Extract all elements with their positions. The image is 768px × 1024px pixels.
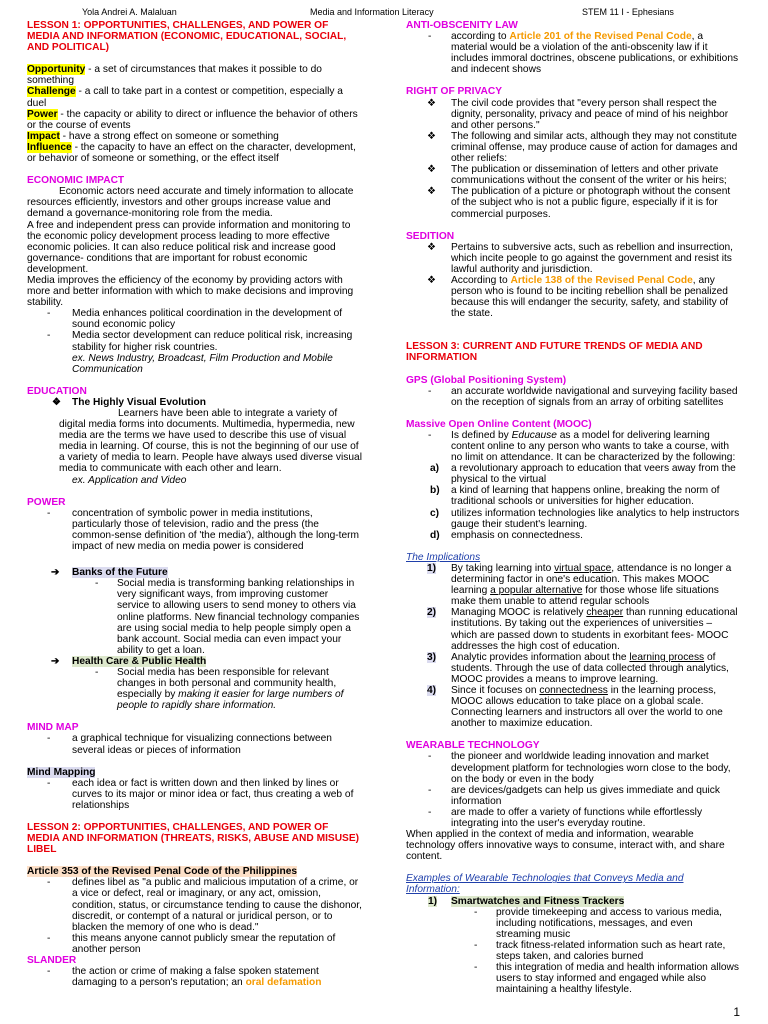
wearable-examples-heading: Examples of Wearable Technologies that Conveys Media and Information: bbox=[406, 873, 684, 896]
mindmap-item: - a graphical technique for visualizing connections between several ideas or pieces of information bbox=[47, 733, 332, 756]
gps-heading: GPS (Global Positioning System) bbox=[406, 374, 567, 386]
smartwatch-title: 1) Smartwatches and Fitness Trackers bbox=[428, 895, 625, 907]
slander-heading: SLANDER bbox=[27, 955, 77, 967]
header-section: STEM 11 I - Ephesians bbox=[582, 7, 674, 17]
list-item: b) a kind of learning that happens online, breaking the norm of traditional schools or universities for higher education. bbox=[430, 485, 720, 508]
lesson1-title: LESSON 1: OPPORTUNITIES, CHALLENGES, AND POWER OF MEDIA AND INFORMATION (ECONOMIC, EDUCATIONAL, SOCIAL, AND POLITICAL) bbox=[27, 20, 347, 54]
def-opportunity bbox=[27, 64, 363, 86]
mooc-def: - Is defined by Educause as a model for delivering learning content online to any person who wants to take a course, with no limit on attendance. It can be characterized by the following: bbox=[428, 429, 736, 464]
education-sub: ❖ The Highly Visual Evolution bbox=[52, 396, 206, 408]
def-influence bbox=[27, 142, 363, 164]
list-item: ❖ The publication or dissemination of letters and other private communications without the consent of the writer or his heirs; bbox=[427, 164, 727, 187]
def-term: Power bbox=[27, 108, 58, 120]
list-item: 2) Managing MOOC is relatively cheaper than running educational institutions. By taking out the experiences of universities – which are passed down to students in exorbitant fees- MOOC addresses the high cost of education. bbox=[427, 607, 738, 652]
slander-item: - the action or crime of making a false spoken statement damaging to a person's reputation; an oral defamation bbox=[47, 966, 322, 989]
list-item: - are made to offer a variety of functions while effortlessly integrating into the user's everyday routine. bbox=[428, 806, 703, 829]
list-item: ❖ The civil code provides that "every person shall respect the dignity, personality, privacy and peace of mind of his neighbor and other persons." bbox=[427, 97, 729, 131]
list-item: 1) By taking learning into virtual space, attendance is no longer a determining factor in one's education. This makes MOOC learning a popular alternative for those whose life situations make them unable to attend regular schools bbox=[427, 562, 732, 608]
list-item: ❖ The following and similar acts, although they may not constitute criminal offense, may produce cause of action for damages and other reliefs: bbox=[427, 130, 738, 165]
def-text: - have a strong effect on someone or something bbox=[59, 130, 279, 142]
header-subject: Media and Information Literacy bbox=[310, 7, 434, 17]
wearable-p: When applied in the context of media and information, wearable technology offers innovative ways to consume, interact with, and share content. bbox=[406, 829, 725, 863]
mindmap-heading: MIND MAP bbox=[27, 722, 79, 734]
list-item: c) utilizes information technologies like analytics to help instructors gauge their student's learning. bbox=[430, 507, 740, 530]
list-item: - the pioneer and worldwide leading innovation and market development platform for technologies worn close to the body, on the body or even in the body bbox=[428, 751, 731, 785]
wearable-heading: WEARABLE TECHNOLOGY bbox=[406, 740, 540, 752]
list-item: - defines libel as "a public and malicious imputation of a crime, or a vice or defect, real or imaginary, or any act, omission, condition, status, or circumstance tending to cause the dishonor, discredit, or contempt of a natural or juridical person, or to blacken the memory of one who is dead." bbox=[47, 877, 362, 933]
list-item: - track fitness-related information such as heart rate, steps taken, and calories burned bbox=[474, 939, 726, 963]
privacy-heading: RIGHT OF PRIVACY bbox=[406, 86, 503, 98]
list-item: ❖ According to Article 138 of the Revised Penal Code, any person who is found to be inciting rebellion shall be penalized because this will endanger the security, safety, and stability of the state. bbox=[427, 274, 729, 320]
sedition-heading: SEDITION bbox=[406, 230, 455, 242]
def-term: Opportunity bbox=[27, 64, 86, 76]
banks-title: ➔ Banks of the Future bbox=[51, 567, 168, 579]
list-item: ❖ The publication of a picture or photograph without the consent of the subject who is not a public figure, especially if it is for commercial purposes. bbox=[427, 186, 731, 220]
list-item: d) emphasis on connectedness. bbox=[430, 529, 583, 541]
list-item: - concentration of symbolic power in media institutions, particularly those of television, radio and the press (the common-sense definition of 'the media'), although the long-term impact of new media on media power is considered bbox=[47, 507, 360, 553]
list-item: - this integration of media and health information allows users to stay informed and engaged while also maintaining a healthy lifestyle. bbox=[474, 962, 739, 996]
header-author: Yola Andrei A. Malaluan bbox=[82, 7, 177, 17]
def-text: - the capacity or ability to direct or influence the behavior of others or the course of events bbox=[27, 108, 358, 131]
list-item: - provide timekeeping and access to various media, including notifications, messages, and even streaming music bbox=[474, 906, 722, 940]
mindmapping-heading: Mind Mapping bbox=[27, 766, 96, 778]
list-item: a) a revolutionary approach to education that veers away from the physical to the virtual bbox=[430, 463, 736, 486]
list-item: ❖ Pertains to subversive acts, such as rebellion and insurrection, which incite people to go against the government and resist its lawful authority and jurisdiction. bbox=[427, 241, 733, 275]
def-text: - the capacity to have an effect on the character, development, or behavior of someone or something, or the effect itself bbox=[27, 141, 356, 165]
obscenity-heading: ANTI-OBSCENITY LAW bbox=[406, 20, 518, 31]
left-column bbox=[27, 20, 363, 988]
mindmapping-item: - each idea or fact is written down and then linked by lines or curves to its major or minor idea or fact, thus creating a web of relationships bbox=[47, 777, 354, 811]
page-number: 1 bbox=[733, 1004, 740, 1019]
power-heading: POWER bbox=[27, 496, 66, 508]
def-term: Challenge bbox=[27, 86, 76, 98]
obscenity-item: - according to Article 201 of the Revised Penal Code, a material would be a violation of the anti-obscenity law if it includes immoral doctrines, obscene publications, or exhibitions and indecent shows bbox=[428, 31, 739, 76]
gps-item: - an accurate worldwide navigational and surveying facility based on the reception of signals from an array of orbiting satellites bbox=[428, 385, 738, 408]
def-term: Impact bbox=[27, 130, 60, 142]
mooc-heading: Massive Open Online Content (MOOC) bbox=[406, 418, 592, 430]
right-column bbox=[406, 20, 740, 995]
list-item: - Media sector development can reduce political risk, increasing stability for higher risk countries. ex. News Industry, Broadcast, Film Production and Mobile Communication bbox=[47, 330, 353, 375]
economic-example: ex. News Industry, Broadcast, Film Production and Mobile Communication bbox=[72, 352, 333, 375]
article-353: Article 353 of the Revised Penal Code of the Philippines bbox=[27, 866, 298, 878]
def-challenge bbox=[27, 86, 363, 108]
education-heading: EDUCATION bbox=[27, 385, 87, 397]
implications-heading: The Implications bbox=[406, 551, 481, 563]
def-impact bbox=[27, 131, 363, 142]
list-item: 4) Since it focuses on connectedness in the learning process, MOOC allows education to take place on a global scale. Connecting learners and instructors all over the world to one another to maximize education. bbox=[427, 684, 723, 730]
education-example: ex. Application and Video bbox=[72, 474, 187, 486]
def-text: - a call to take part in a contest or competition, especially a duel bbox=[27, 86, 343, 109]
def-term: Influence bbox=[27, 141, 72, 153]
banks-text: - Social media is transforming banking relationships in very significant ways, from improving customer service to allowing users to send money to others via online platforms. New financial technology companies are using social media to help people simply open a bank account. Social media can even impact your ability to get a loan. bbox=[95, 578, 360, 656]
economic-heading: ECONOMIC IMPACT bbox=[27, 175, 125, 187]
health-text: - Social media has been responsible for relevant changes in both personal and community health, especially by making it easier for large numbers of people to rapidly share information. bbox=[95, 666, 344, 712]
economic-p1: Economic actors need accurate and timely information to allocate resources efficiently, investors and other groups increase value and demand a governance-monitoring role from the media. bbox=[27, 186, 354, 220]
def-power bbox=[27, 109, 363, 131]
economic-p2: A free and independent press can provide information and monitoring to the economic policy development process leading to more effective economic policies. It can also reduce political risk and increase good governance- conditions that are important for robust economic development. bbox=[27, 219, 351, 275]
health-title: ➔ Health Care & Public Health bbox=[51, 655, 207, 667]
list-item: - this means anyone cannot publicly smear the reputation of another person bbox=[47, 932, 336, 955]
list-item: 3) Analytic provides information about the learning process of students. Through the use of data collected through analytics, MOOC provides a means to improve learning. bbox=[427, 651, 729, 685]
lesson3-title: LESSON 3: CURRENT AND FUTURE TRENDS OF MEDIA AND INFORMATION bbox=[406, 341, 703, 364]
list-item: - are devices/gadgets can help us gives immediate and quick information bbox=[428, 784, 720, 807]
economic-p3: Media improves the efficiency of the economy by providing actors with more and better information with which to make decisions and improving stability. bbox=[27, 274, 354, 309]
list-item: - Media enhances political coordination in the development of sound economic policy bbox=[47, 308, 343, 331]
def-text: - a set of circumstances that makes it possible to do something bbox=[27, 64, 322, 87]
education-p: Learners have been able to integrate a variety of digital media forms into documents. Multimedia, hypermedia, new media are the terms we have used to describe this use of visual media in learning. Of course, this is not the beginning of our use of a variety of media to learn. People have always used diverse visual media to communicate with each other and learn. bbox=[59, 408, 362, 475]
lesson2-title: LESSON 2: OPPORTUNITIES, CHALLENGES, AND POWER OF MEDIA AND INFORMATION (THREATS, RISKS, ABUSE AND MISUSE) LIBEL bbox=[27, 822, 360, 856]
